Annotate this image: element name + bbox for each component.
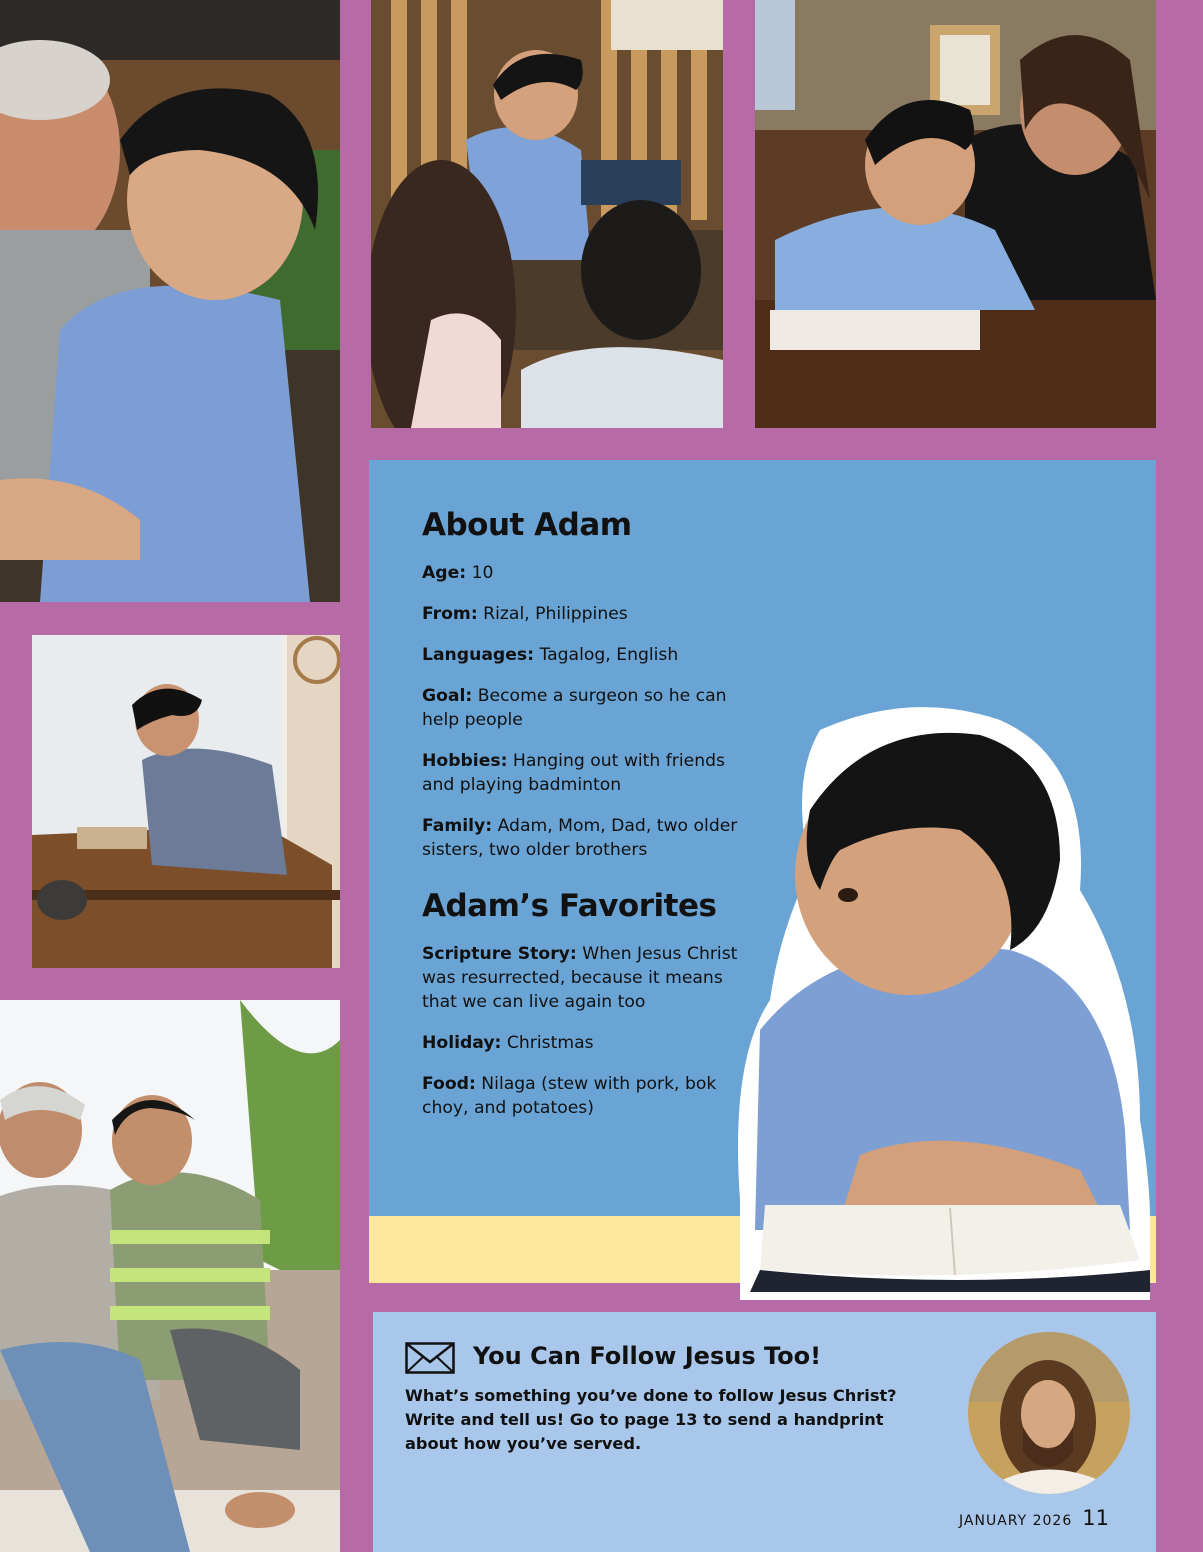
photo-kids-at-table	[371, 0, 723, 428]
favorites-heading: Adam’s Favorites	[422, 888, 717, 924]
fact-family: Family: Adam, Mom, Dad, two older sisters, two older brothers	[422, 816, 738, 860]
follow-title: You Can Follow Jesus Too!	[473, 1342, 822, 1370]
photo-adam-cutout	[720, 700, 1160, 1315]
fact-age: Age: 10	[422, 563, 494, 583]
fact-from: From: Rizal, Philippines	[422, 604, 628, 624]
page-number: 11	[1082, 1506, 1109, 1530]
envelope-icon	[405, 1342, 455, 1374]
photo-boy-with-grandfather	[0, 0, 340, 602]
follow-body-text: What’s something you’ve done to follow Jesus Christ? Write and tell us! Go to page 13 to send a handprint about how you’ve served.	[405, 1386, 897, 1453]
portrait-of-jesus	[968, 1332, 1130, 1494]
fact-hobbies: Hobbies: Hanging out with friends and playing badminton	[422, 751, 725, 795]
follow-jesus-callout	[373, 1312, 1156, 1552]
photo-boy-reading-at-bench	[32, 635, 340, 968]
fact-goal: Goal: Become a surgeon so he can help people	[422, 686, 727, 730]
favorite-food: Food: Nilaga (stew with pork, bok choy, and potatoes)	[422, 1074, 717, 1118]
about-heading: About Adam	[422, 507, 632, 543]
page-folio	[959, 1506, 1109, 1530]
favorite-holiday: Holiday: Christmas	[422, 1033, 594, 1053]
fact-languages: Languages: Tagalog, English	[422, 645, 679, 665]
issue-date: JANUARY 2026	[959, 1513, 1073, 1529]
photo-boy-with-grandfather-on-couch	[0, 1000, 340, 1552]
photo-boy-with-mother	[755, 0, 1156, 428]
favorite-scripture-story: Scripture Story: When Jesus Christ was resurrected, because it means that we can live again too	[422, 944, 738, 1012]
profile-text	[422, 507, 752, 1137]
